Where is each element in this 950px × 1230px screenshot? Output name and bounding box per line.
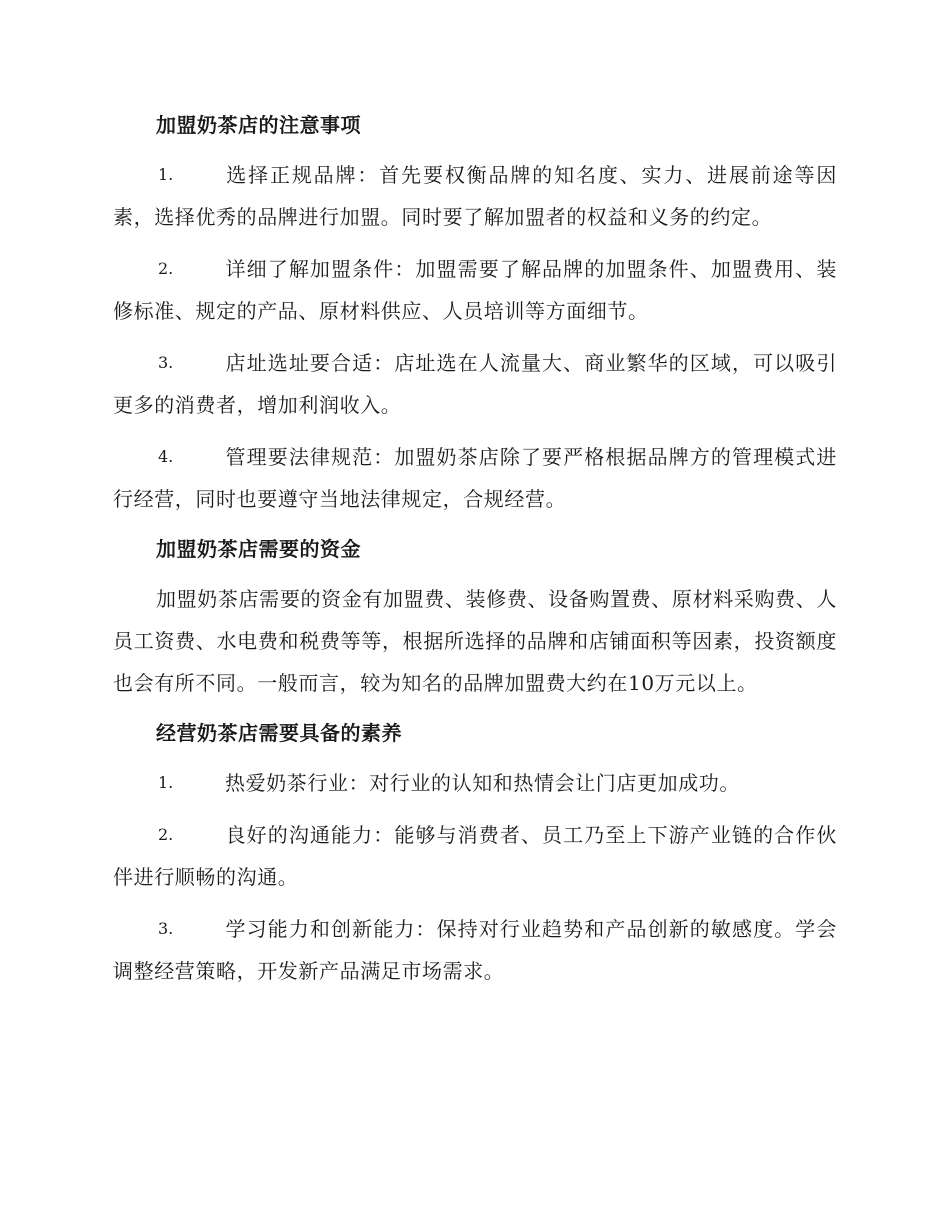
list-text: 学习能力和创新能力：保持对行业趋势和产品创新的敏感度。学会调整经营策略，开发新产品满足市场需求。	[113, 917, 837, 983]
list-item	[113, 908, 837, 992]
list-text: 管理要法律规范：加盟奶茶店除了要严格根据品牌方的管理模式进行经营，同时也要遵守当地法律规定，合规经营。	[113, 445, 837, 511]
list-item	[113, 342, 837, 426]
list-text: 详细了解加盟条件：加盟需要了解品牌的加盟条件、加盟费用、装修标准、规定的产品、原材料供应、人员培训等方面细节。	[113, 257, 837, 323]
list-number: 1.	[158, 165, 174, 184]
list-number: 1.	[158, 773, 174, 792]
list-item	[113, 248, 837, 332]
list-text: 良好的沟通能力：能够与消费者、员工乃至上下游产业链的合作伙伴进行顺畅的沟通。	[113, 823, 837, 889]
list-text: 热爱奶茶行业：对行业的认知和热情会让门店更加成功。	[225, 771, 740, 795]
list-text: 店址选址要合适：店址选在人流量大、商业繁华的区域，可以吸引更多的消费者，增加利润收入。	[113, 351, 837, 417]
section-heading: 加盟奶茶店需要的资金	[156, 537, 361, 561]
list-number: 2.	[158, 259, 174, 278]
list-number: 3.	[158, 919, 174, 938]
section-heading: 加盟奶茶店的注意事项	[156, 113, 361, 137]
document-page	[113, 100, 837, 1002]
list-item	[113, 762, 837, 804]
list-number: 3.	[158, 353, 174, 372]
list-number: 2.	[158, 825, 174, 844]
list-item	[113, 436, 837, 520]
list-text: 选择正规品牌：首先要权衡品牌的知名度、实力、进展前途等因素，选择优秀的品牌进行加盟。同时要了解加盟者的权益和义务的约定。	[113, 163, 837, 229]
body-paragraph: 加盟奶茶店需要的资金有加盟费、装修费、设备购置费、原材料采购费、人员工资费、水电费和税费等等，根据所选择的品牌和店铺面积等因素，投资额度也会有所不同。一般而言，较为知名的品牌加盟费大约在10万元以上。	[113, 587, 837, 695]
list-number: 4.	[158, 447, 174, 466]
section-heading: 经营奶茶店需要具备的素养	[156, 721, 402, 745]
list-item	[113, 154, 837, 238]
list-item	[113, 814, 837, 898]
